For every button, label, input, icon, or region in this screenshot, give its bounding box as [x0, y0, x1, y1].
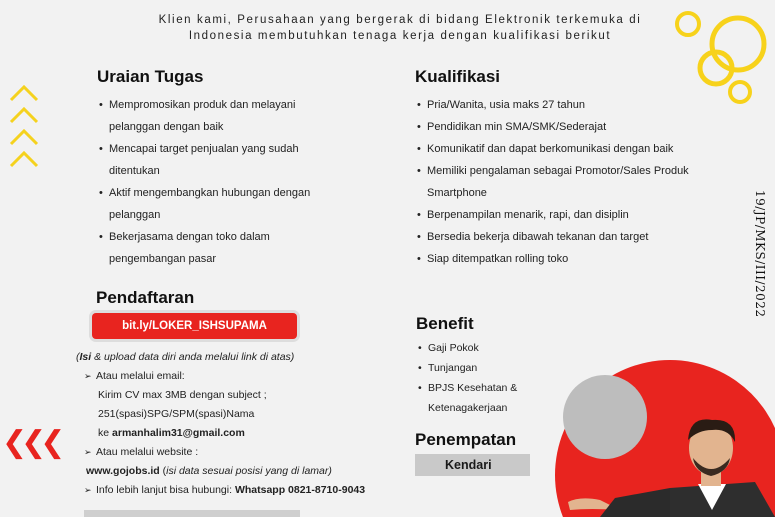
kualifikasi-heading: Kualifikasi — [415, 67, 501, 86]
red-chevron-left-icon: ❮❮❮ — [2, 425, 60, 460]
penempatan-heading: Penempatan — [415, 430, 517, 449]
website-note: isi data sesuai posisi yang di lamar) — [166, 465, 332, 477]
list-item: • Berpenampilan menarik, rapi, dan disiplin — [415, 204, 745, 226]
pendaftaran-details — [76, 348, 406, 500]
note-isi: Isi — [79, 351, 92, 363]
location-tab: Kendari — [415, 454, 530, 476]
list-item: • Bersedia bekerja dibawah tekanan dan target — [415, 226, 745, 248]
email-line-3 — [98, 424, 406, 443]
note-paren: ( — [76, 351, 80, 363]
website-label: ➢ Atau melalui website : — [84, 443, 406, 462]
kualifikasi-list — [415, 94, 745, 270]
list-item: • Mempromosikan produk dan melayani — [97, 94, 357, 116]
list-item: • Bekerjasama dengan toko dalam — [97, 226, 357, 248]
info-line — [84, 481, 406, 500]
list-item: • Pendidikan min SMA/SMK/Sederajat — [415, 116, 745, 138]
uraian-tugas-list — [97, 94, 357, 270]
note-rest: & upload data diri anda melalui link di atas) — [91, 351, 295, 363]
info-label: Info lebih lanjut bisa hubungi: — [96, 484, 235, 496]
email-address-link[interactable]: armanhalim31@gmail.com — [112, 427, 245, 439]
list-item: ditentukan — [109, 165, 160, 177]
pendaftaran-heading: Pendaftaran — [96, 288, 195, 307]
email-line-2: 251(spasi)SPG/SPM(spasi)Nama — [98, 408, 255, 420]
benefit-heading: Benefit — [416, 314, 474, 333]
registration-link-button[interactable]: bit.ly/LOKER_ISHSUPAMA — [92, 313, 297, 339]
list-item: pelanggan dengan baik — [109, 121, 224, 133]
email-ke: ke — [98, 427, 113, 439]
uraian-tugas-heading: Uraian Tugas — [97, 67, 204, 86]
list-item: • Aktif mengembangkan hubungan dengan — [97, 182, 357, 204]
bottom-gray-tab — [84, 510, 300, 517]
list-item: • Komunikatif dan dapat berkomunikasi dengan baik — [415, 138, 745, 160]
list-item: Ketenagakerjaan — [428, 402, 508, 414]
list-item: • Siap ditempatkan rolling toko — [415, 248, 745, 270]
list-item: • BPJS Kesehatan & — [416, 378, 566, 398]
email-line-1: Kirim CV max 3MB dengan subject ; — [98, 389, 267, 401]
intro-line-1: Klien kami, Perusahaan yang bergerak di bidang Elektronik terkemuka di — [158, 14, 642, 26]
list-item: pelanggan — [109, 209, 161, 221]
yellow-chevron-up-icon — [8, 82, 42, 172]
list-item: pengembangan pasar — [109, 253, 217, 265]
list-item: • Memiliki pengalaman sebagai Promotor/Sales Produk — [415, 160, 745, 182]
intro-line-2: Indonesia membutuhkan tenaga kerja dengan kualifikasi berikut — [188, 30, 612, 42]
whatsapp-contact-link[interactable]: Whatsapp 0821-8710-9043 — [234, 484, 366, 496]
website-url-link[interactable]: www.gojobs.id — [86, 465, 160, 477]
upload-note — [76, 348, 406, 367]
list-item: • Tunjangan — [416, 358, 566, 378]
document-code: 19/JP/MKS/III/2022 — [753, 190, 767, 318]
intro-text — [100, 12, 700, 44]
list-item: • Mencapai target penjualan yang sudah — [97, 138, 357, 160]
email-label: ➢ Atau melalui email: — [84, 367, 406, 386]
list-item: • Gaji Pokok — [416, 338, 566, 358]
website-line — [86, 462, 406, 481]
benefit-list — [416, 338, 566, 418]
list-item: Smartphone — [427, 187, 487, 199]
list-item: • Pria/Wanita, usia maks 27 tahun — [415, 94, 745, 116]
website-note-open: ( — [159, 465, 167, 477]
presenter-person-image — [560, 418, 775, 517]
